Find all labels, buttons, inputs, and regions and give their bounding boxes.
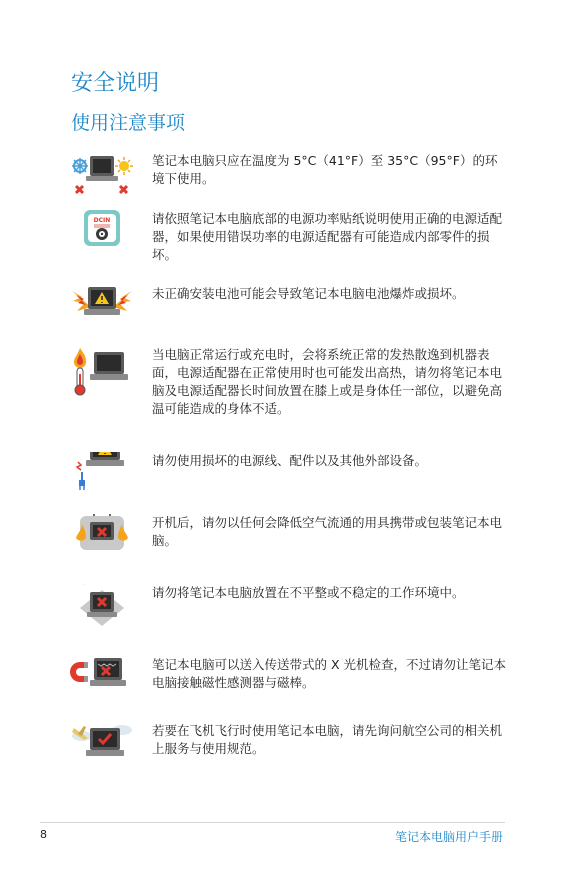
- page-number: 8: [40, 828, 47, 841]
- section-title: 使用注意事项: [71, 112, 186, 134]
- no-bag-icon: [70, 514, 134, 566]
- item-text: 若要在飞机飞行时使用笔记本电脑，请先询问航空公司的相关机上服务与使用规范。: [152, 723, 503, 756]
- item-text: 笔记本电脑可以送入传送带式的 X 光机检查，不过请勿让笔记本电脑接触磁性感测器与磁棒。: [152, 657, 507, 690]
- item-text: 开机后，请勿以任何会降低空气流通的用具携带或包装笔记本电脑。: [152, 515, 503, 548]
- item-text: 当电脑正常运行或充电时，会将系统正常的发热散逸到机器表面，电源适配器在正常使用时也可能发出高热，请勿将笔记本电脑及电源适配器长时间放置在膝上或是身体任一部位，以避免高温可能造成的身体不适。: [152, 347, 503, 416]
- item-text: 请勿将笔记本电脑放置在不平整或不稳定的工作环境中。: [152, 585, 465, 600]
- unstable-surface-icon: [70, 584, 134, 636]
- airplane-icon: [70, 722, 134, 774]
- heat-warning-icon: [70, 346, 134, 398]
- battery-explosion-icon: [70, 285, 134, 337]
- page-title: 安全说明: [71, 71, 160, 96]
- item-text: 请依照笔记本电脑底部的电源功率贴纸说明使用正确的电源适配器，如果使用错误功率的电源适配器有可能造成内部零件的损坏。: [152, 211, 503, 262]
- item-text: 笔记本电脑只应在温度为 5°C（41°F）至 35°C（95°F）的环境下使用。: [152, 153, 498, 186]
- item-text: 未正确安装电池可能会导致笔记本电脑电池爆炸或损坏。: [152, 286, 465, 301]
- footer-title: 笔记本电脑用户手册: [394, 830, 503, 844]
- dc-in-label-icon: [70, 210, 134, 262]
- magnet-warning-icon: [70, 656, 134, 708]
- footer-divider: [40, 822, 505, 823]
- item-text: 请勿使用损坏的电源线、配件以及其他外部设备。: [152, 453, 428, 468]
- damaged-cable-icon: [70, 452, 134, 504]
- temperature-range-icon: [70, 152, 134, 204]
- dc-in-label: DCIN: [93, 217, 111, 224]
